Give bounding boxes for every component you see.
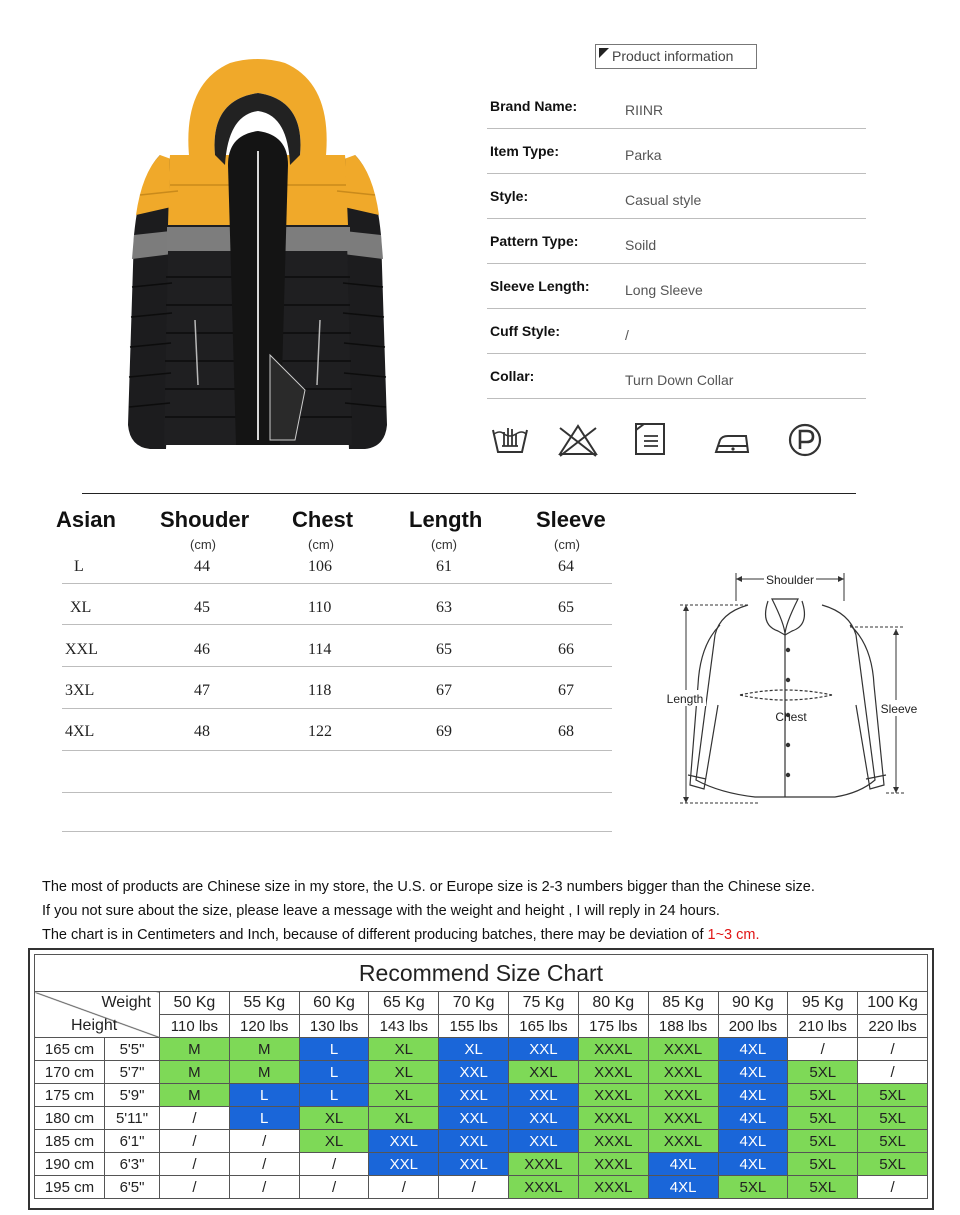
size-recommendation-cell: / — [160, 1107, 230, 1130]
size-recommendation-cell: / — [299, 1153, 369, 1176]
height-ft-cell: 5'7" — [105, 1061, 160, 1084]
tumble-dry-icon — [632, 420, 668, 460]
size-value-cell: 66 — [558, 640, 574, 658]
measurement-diagram — [660, 565, 920, 810]
height-cm-cell: 175 cm — [35, 1084, 105, 1107]
size-value-cell: 110 — [308, 599, 332, 617]
height-ft-cell: 5'11" — [105, 1107, 160, 1130]
size-name-cell: XXL — [65, 640, 98, 658]
iron-icon — [712, 420, 752, 460]
size-recommendation-cell: 5XL — [788, 1084, 858, 1107]
height-cm-cell: 195 cm — [35, 1176, 105, 1199]
size-value-cell: 63 — [436, 599, 452, 617]
size-recommendation-cell: 5XL — [788, 1130, 858, 1153]
size-recommendation-cell: XXXL — [578, 1084, 648, 1107]
column-header-shoulder: Shouder — [160, 507, 250, 532]
height-row — [35, 1130, 928, 1153]
size-recommendation-cell: 4XL — [718, 1061, 788, 1084]
weight-kg-cell: 80 Kg — [578, 992, 648, 1015]
size-recommendation-cell: XXXL — [578, 1153, 648, 1176]
size-value-cell: 106 — [308, 558, 332, 575]
size-recommendation-cell: XXL — [509, 1130, 579, 1153]
table-row-divider — [62, 666, 612, 667]
height-row — [35, 1176, 928, 1199]
size-recommendation-cell: L — [229, 1107, 299, 1130]
size-value-cell: 65 — [436, 640, 452, 658]
sleeve-label: Sleeve — [880, 702, 918, 716]
size-recommendation-cell: XXXL — [578, 1038, 648, 1061]
weight-kg-cell: 75 Kg — [509, 992, 579, 1015]
height-row — [35, 1153, 928, 1176]
weight-kg-cell: 50 Kg — [160, 992, 230, 1015]
size-recommendation-cell: / — [858, 1061, 928, 1084]
weight-lbs-cell: 188 lbs — [648, 1015, 718, 1038]
height-ft-cell: 6'3" — [105, 1153, 160, 1176]
size-recommendation-cell: 5XL — [858, 1107, 928, 1130]
no-bleach-icon — [556, 420, 600, 460]
size-recommendation-cell: / — [439, 1176, 509, 1199]
weight-lbs-cell: 175 lbs — [578, 1015, 648, 1038]
size-recommendation-cell: 5XL — [858, 1084, 928, 1107]
size-recommendation-cell: XXXL — [578, 1061, 648, 1084]
size-recommendation-cell: L — [229, 1084, 299, 1107]
weight-lbs-cell: 120 lbs — [229, 1015, 299, 1038]
weight-lbs-cell: 220 lbs — [858, 1015, 928, 1038]
info-value: / — [625, 327, 629, 343]
weight-label: Weight — [101, 994, 151, 1011]
column-header-asian: Asian — [56, 507, 116, 532]
size-recommendation-cell: 5XL — [788, 1107, 858, 1130]
weight-lbs-cell: 155 lbs — [439, 1015, 509, 1038]
height-ft-cell: 5'9" — [105, 1084, 160, 1107]
unit-label: (cm) — [308, 537, 334, 552]
recommend-size-chart — [34, 954, 928, 1199]
height-ft-cell: 6'1" — [105, 1130, 160, 1153]
weight-kg-row — [35, 992, 928, 1015]
size-recommendation-cell: XXL — [369, 1153, 439, 1176]
info-label: Style: — [490, 188, 529, 204]
size-value-cell: 65 — [558, 599, 574, 617]
unit-label: (cm) — [431, 537, 457, 552]
chart-title: Recommend Size Chart — [35, 955, 928, 992]
shoulder-label: Shoulder — [765, 573, 815, 587]
info-row-brand — [487, 84, 866, 129]
size-recommendation-cell: 5XL — [788, 1153, 858, 1176]
info-value: Long Sleeve — [625, 282, 703, 298]
size-recommendation-cell: XXXL — [648, 1084, 718, 1107]
size-recommendation-cell: 5XL — [858, 1130, 928, 1153]
height-cm-cell: 170 cm — [35, 1061, 105, 1084]
height-label: Height — [71, 1017, 118, 1034]
info-label: Sleeve Length: — [490, 278, 590, 294]
size-recommendation-cell: XXL — [439, 1084, 509, 1107]
height-row — [35, 1061, 928, 1084]
weight-lbs-cell: 110 lbs — [160, 1015, 230, 1038]
size-recommendation-cell: / — [229, 1153, 299, 1176]
unit-label: (cm) — [554, 537, 580, 552]
table-row-divider — [62, 624, 612, 625]
size-recommendation-cell: / — [858, 1038, 928, 1061]
size-recommendation-cell: M — [229, 1038, 299, 1061]
size-recommendation-cell: XXXL — [578, 1130, 648, 1153]
triangle-icon — [599, 48, 609, 58]
size-recommendation-cell: / — [788, 1038, 858, 1061]
weight-height-header — [35, 992, 160, 1038]
size-value-cell: 46 — [194, 640, 210, 658]
size-recommendation-cell: M — [160, 1038, 230, 1061]
size-recommendation-cell: XXL — [439, 1130, 509, 1153]
hand-wash-icon — [490, 420, 530, 460]
height-row — [35, 1107, 928, 1130]
size-value-cell: 61 — [436, 558, 452, 575]
size-value-cell: 48 — [194, 723, 210, 741]
size-recommendation-cell: XXXL — [578, 1107, 648, 1130]
height-ft-cell: 5'5" — [105, 1038, 160, 1061]
size-recommendation-cell: / — [160, 1153, 230, 1176]
size-recommendation-cell: 4XL — [718, 1130, 788, 1153]
size-recommendation-cell: / — [858, 1176, 928, 1199]
size-value-cell: 114 — [308, 640, 332, 658]
size-recommendation-cell: / — [299, 1176, 369, 1199]
weight-kg-cell: 70 Kg — [439, 992, 509, 1015]
table-row-divider — [62, 583, 612, 584]
info-value: Soild — [625, 237, 657, 253]
size-recommendation-cell: / — [160, 1130, 230, 1153]
height-row — [35, 1084, 928, 1107]
size-recommendation-cell: 4XL — [718, 1084, 788, 1107]
size-recommendation-cell: L — [299, 1038, 369, 1061]
weight-lbs-row — [35, 1015, 928, 1038]
size-value-cell: 67 — [436, 681, 452, 699]
size-recommendation-cell: XXXL — [509, 1176, 579, 1199]
weight-kg-cell: 60 Kg — [299, 992, 369, 1015]
column-header-sleeve: Sleeve — [536, 507, 606, 532]
weight-kg-cell: 90 Kg — [718, 992, 788, 1015]
size-recommendation-cell: XXXL — [578, 1176, 648, 1199]
info-row-collar — [487, 354, 866, 399]
weight-lbs-cell: 200 lbs — [718, 1015, 788, 1038]
size-value-cell: 45 — [194, 599, 210, 617]
size-value-cell: 122 — [308, 723, 332, 741]
size-recommendation-cell: XXL — [439, 1153, 509, 1176]
size-recommendation-cell: XXL — [439, 1061, 509, 1084]
size-name-cell: 4XL — [65, 723, 95, 741]
size-recommendation-cell: M — [229, 1061, 299, 1084]
size-recommendation-cell: L — [299, 1061, 369, 1084]
weight-kg-cell: 65 Kg — [369, 992, 439, 1015]
size-recommendation-cell: XXXL — [648, 1061, 718, 1084]
size-recommendation-cell: L — [299, 1084, 369, 1107]
size-name-cell: XL — [70, 599, 92, 617]
deviation-highlight: 1~3 cm. — [707, 927, 760, 943]
size-recommendation-cell: XL — [369, 1038, 439, 1061]
info-row-sleeve-length — [487, 264, 866, 309]
size-value-cell: 64 — [558, 558, 574, 575]
length-label: Length — [666, 692, 704, 706]
size-recommendation-cell: XXL — [369, 1130, 439, 1153]
size-recommendation-cell: 4XL — [718, 1038, 788, 1061]
info-label: Brand Name: — [490, 98, 578, 114]
info-label: Collar: — [490, 368, 535, 384]
table-row-divider — [62, 750, 612, 751]
size-value-cell: 44 — [194, 558, 210, 575]
weight-lbs-cell: 210 lbs — [788, 1015, 858, 1038]
size-recommendation-cell: XXL — [509, 1061, 579, 1084]
unit-label: (cm) — [190, 537, 216, 552]
size-recommendation-cell: XXL — [509, 1107, 579, 1130]
size-recommendation-cell: XL — [369, 1107, 439, 1130]
size-recommendation-cell: 4XL — [648, 1176, 718, 1199]
height-cm-cell: 185 cm — [35, 1130, 105, 1153]
size-recommendation-cell: / — [160, 1176, 230, 1199]
weight-kg-cell: 95 Kg — [788, 992, 858, 1015]
chart-title-row — [35, 955, 928, 992]
size-name-cell: 3XL — [65, 681, 95, 699]
size-recommendation-cell: XXXL — [648, 1038, 718, 1061]
height-cm-cell: 165 cm — [35, 1038, 105, 1061]
size-recommendation-cell: / — [369, 1176, 439, 1199]
info-row-pattern-type — [487, 219, 866, 264]
dry-clean-p-icon — [786, 420, 824, 460]
size-recommendation-cell: 4XL — [718, 1107, 788, 1130]
weight-kg-cell: 100 Kg — [858, 992, 928, 1015]
size-recommendation-cell: 4XL — [718, 1153, 788, 1176]
size-recommendation-cell: 4XL — [648, 1153, 718, 1176]
info-value: Casual style — [625, 192, 702, 208]
size-recommendation-cell: M — [160, 1061, 230, 1084]
height-row — [35, 1038, 928, 1061]
table-row-divider — [62, 792, 612, 793]
size-recommendation-cell: XL — [369, 1061, 439, 1084]
table-row-divider — [62, 831, 612, 832]
column-header-chest: Chest — [292, 507, 354, 532]
size-value-cell: 68 — [558, 723, 574, 741]
info-value: Turn Down Collar — [625, 372, 734, 388]
size-recommendation-cell: 5XL — [788, 1176, 858, 1199]
info-row-style — [487, 174, 866, 219]
weight-kg-cell: 55 Kg — [229, 992, 299, 1015]
size-recommendation-cell: 5XL — [858, 1153, 928, 1176]
size-value-cell: 67 — [558, 681, 574, 699]
note-line-2: If you not sure about the size, please leave a message with the weight and height , I will reply in 24 hours. — [42, 903, 720, 919]
info-row-cuff-style — [487, 309, 866, 354]
info-label: Pattern Type: — [490, 233, 579, 249]
size-recommendation-cell: XL — [369, 1084, 439, 1107]
section-divider — [82, 493, 856, 494]
info-row-item-type — [487, 129, 866, 174]
weight-lbs-cell: 143 lbs — [369, 1015, 439, 1038]
size-recommendation-cell: XL — [299, 1107, 369, 1130]
size-recommendation-cell: XXXL — [509, 1153, 579, 1176]
jacket-photo — [120, 55, 395, 455]
weight-lbs-cell: 165 lbs — [509, 1015, 579, 1038]
product-information-header: Product information — [595, 44, 757, 69]
info-label: Cuff Style: — [490, 323, 560, 339]
size-value-cell: 69 — [436, 723, 452, 741]
chest-label: Chest — [775, 710, 807, 724]
size-recommendation-cell: XL — [439, 1038, 509, 1061]
column-header-length: Length — [409, 507, 483, 532]
info-label: Item Type: — [490, 143, 559, 159]
weight-lbs-cell: 130 lbs — [299, 1015, 369, 1038]
table-row-divider — [62, 708, 612, 709]
note-line-3 — [42, 927, 760, 943]
height-cm-cell: 180 cm — [35, 1107, 105, 1130]
product-information-table — [487, 84, 866, 399]
size-recommendation-cell: XXL — [439, 1107, 509, 1130]
size-recommendation-cell: 5XL — [788, 1061, 858, 1084]
size-recommendation-cell: / — [229, 1176, 299, 1199]
size-recommendation-cell: XXXL — [648, 1130, 718, 1153]
weight-kg-cell: 85 Kg — [648, 992, 718, 1015]
size-recommendation-cell: M — [160, 1084, 230, 1107]
height-cm-cell: 190 cm — [35, 1153, 105, 1176]
size-recommendation-cell: XXL — [509, 1038, 579, 1061]
size-recommendation-cell: XXXL — [648, 1107, 718, 1130]
note-line-3-text: The chart is in Centimeters and Inch, because of different producing batches, there may be deviation of — [42, 927, 708, 943]
size-recommendation-cell: XL — [299, 1130, 369, 1153]
size-value-cell: 118 — [308, 681, 332, 699]
size-recommendation-cell: 5XL — [718, 1176, 788, 1199]
size-name-cell: L — [74, 558, 84, 575]
info-value: Parka — [625, 147, 662, 163]
size-recommendation-cell: XXL — [509, 1084, 579, 1107]
info-value: RIINR — [625, 102, 664, 118]
height-ft-cell: 6'5" — [105, 1176, 160, 1199]
note-line-1: The most of products are Chinese size in my store, the U.S. or Europe size is 2-3 numbers bigger than the Chinese size. — [42, 879, 815, 895]
size-recommendation-cell: / — [229, 1130, 299, 1153]
size-value-cell: 47 — [194, 681, 210, 699]
